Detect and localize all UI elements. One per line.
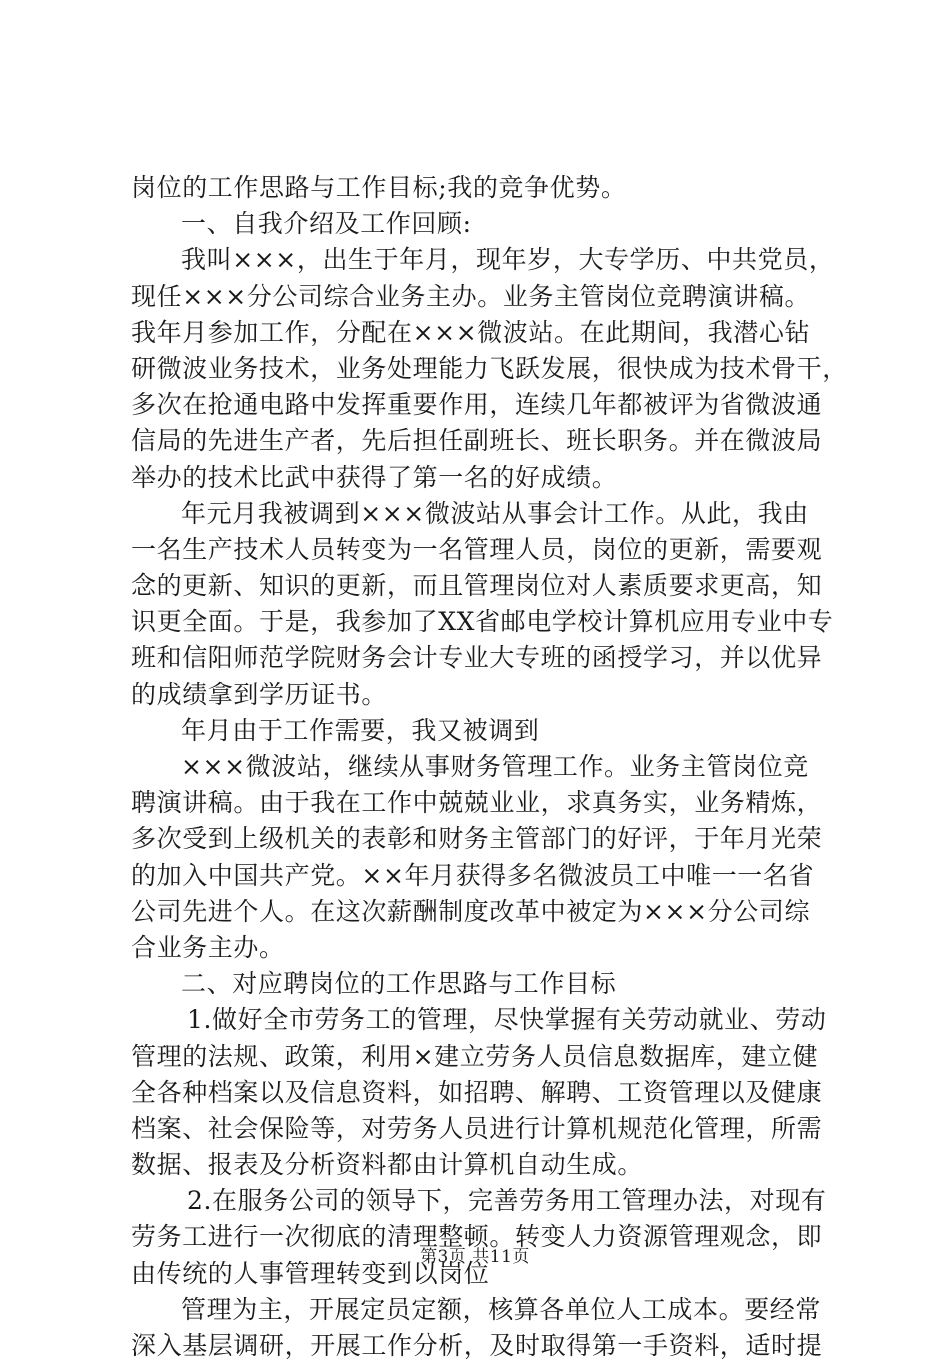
text-line: 数据、报表及分析资料都由计算机自动生成。 (131, 1150, 644, 1180)
text-line: 念的更新、知识的更新，而且管理岗位对人素质要求更高，知 (131, 571, 823, 601)
text-line: 我年月参加工作，分配在×××微波站。在此期间，我潜心钻 (131, 317, 811, 347)
text-line: 多次在抢通电路中发挥重要作用，连续几年都被评为省微波通 (131, 390, 823, 420)
text-line: 公司先进个人。在这次薪酬制度改革中被定为×××分公司综 (131, 896, 811, 926)
text-line: 合业务主办。 (131, 932, 285, 962)
page-number-label: 第3页 共11页 (420, 1247, 530, 1267)
text-line: 班和信阳师范学院财务会计专业大专班的函授学习，并以优异 (131, 643, 823, 673)
text-line: 深入基层调研，开展工作分析，及时取得第一手资料，适时提 (131, 1331, 823, 1360)
text-line: 信局的先进生产者，先后担任副班长、班长职务。并在微波局 (131, 426, 823, 456)
text-line: 由传统的人事管理转变到以岗位 (131, 1258, 490, 1288)
page-footer (0, 1242, 950, 1267)
text-line: 管理为主，开展定员定额，核算各单位人工成本。要经常 (181, 1294, 822, 1324)
text-line: 多次受到上级机关的表彰和财务主管部门的好评，于年月光荣 (131, 824, 823, 854)
text-line: 年月由于工作需要，我又被调到 (181, 715, 540, 745)
text-line: 管理的法规、政策，利用×建立劳务人员信息数据库，建立健 (131, 1041, 819, 1071)
list-item-line: 1.做好全市劳务工的管理，尽快掌握有关劳动就业、劳动 (187, 1005, 827, 1035)
document-body (131, 170, 848, 1364)
text-line: 识更全面。于是，我参加了XX省邮电学校计算机应用专业中专 (131, 607, 834, 637)
text-line: 年元月我被调到×××微波站从事会计工作。从此，我由 (181, 498, 809, 528)
text-line: 全各种档案以及信息资料，如招聘、解聘、工资管理以及健康 (131, 1077, 823, 1107)
section-heading: 一、自我介绍及工作回顾: (181, 209, 472, 239)
text-line: 聘演讲稿。由于我在工作中兢兢业业，求真务实，业务精炼， (131, 788, 823, 818)
text-line: 劳务工进行一次彻底的清理整顿。转变人力资源管理观念，即 (131, 1222, 823, 1252)
text-line: ×××微波站，继续从事财务管理工作。业务主管岗位竞 (181, 752, 809, 781)
text-line: 的加入中国共产党。××年月获得多名微波员工中唯一一名省 (131, 860, 815, 890)
text-line: 现任×××分公司综合业务主办。业务主管岗位竞聘演讲稿。 (131, 281, 811, 311)
list-item-line: 2.在服务公司的领导下，完善劳务用工管理办法，对现有 (187, 1186, 827, 1216)
text-line: 我叫×××，出生于年月，现年岁，大专学历、中共党员， (181, 245, 835, 275)
text-line: 举办的技术比武中获得了第一名的好成绩。 (131, 462, 618, 492)
text-line: 一名生产技术人员转变为一名管理人员，岗位的更新，需要观 (131, 534, 823, 564)
text-line: 的成绩拿到学历证书。 (131, 679, 388, 709)
text-line: 岗位的工作思路与工作目标;我的竞争优势。 (131, 173, 627, 202)
text-line: 研微波业务技术，业务处理能力飞跃发展，很快成为技术骨干， (131, 353, 848, 383)
section-heading: 二、对应聘岗位的工作思路与工作目标 (181, 969, 617, 999)
text-line: 档案、社会保险等，对劳务人员进行计算机规范化管理，所需 (131, 1113, 823, 1143)
